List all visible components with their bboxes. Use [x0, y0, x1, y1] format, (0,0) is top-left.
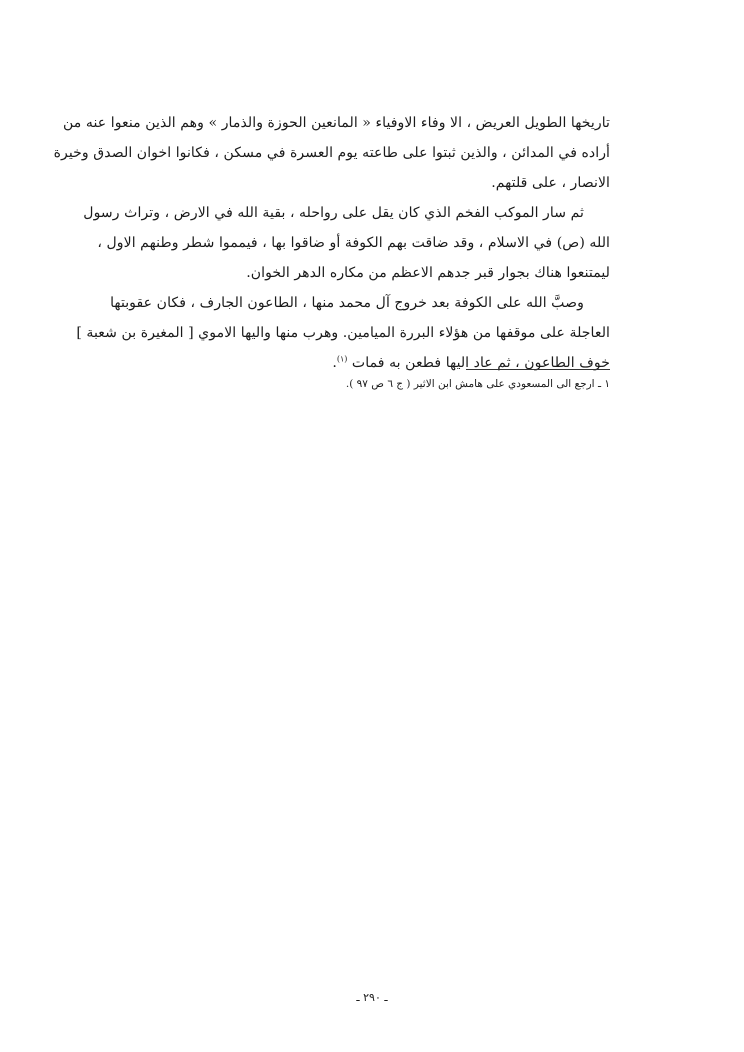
body-line-3: الانصار ، على قلتهم. — [491, 175, 610, 191]
footnote-reference[interactable]: (١) — [336, 354, 348, 364]
body-text — [53, 108, 610, 378]
footnote: ١ ـ ارجع الى المسعودي على هامش ابن الاثير ( ج ٦ ص ٩٧ ). — [345, 378, 610, 390]
body-line-4: ثم سار الموكب الفخم الذي كان يقل على رواحله ، بقية الله في الارض ، وتراث رسول — [83, 205, 584, 221]
body-line-7: وصبَّ الله على الكوفة بعد خروج آل محمد منها ، الطاعون الجارف ، فكان عقوبتها — [110, 295, 584, 311]
body-line-6: ليمتنعوا هناك بجوار قبر جدهم الاعظم من مكاره الدهر الخوان. — [246, 265, 610, 281]
body-line-1: تاريخها الطويل العريض ، الا وفاء الاوفياء « المانعين الحوزة والذمار » وهم الذين منعوا عنه من — [62, 115, 610, 131]
page-number: ـ ٢٩٠ ـ — [356, 991, 388, 1004]
body-line-5: الله (ص) في الاسلام ، وقد ضاقت بهم الكوفة أو ضاقوا بها ، فيمموا شطر وطنهم الاول ، — [97, 235, 610, 251]
footnote-divider — [466, 369, 610, 370]
body-line-2: أراده في المدائن ، والذين ثبتوا على طاعته يوم العسرة في مسكن ، فكانوا اخوان الصدق وخيرة — [53, 145, 610, 161]
body-line-8: العاجلة على موقفها من هؤلاء البررة الميامين. وهرب منها واليها الاموي [ المغيرة بن شعبة ] — [76, 325, 610, 341]
body-line-9-text: خوف الطاعون ، ثم عاد اليها فطعن به فمات — [351, 355, 610, 371]
final-period: . — [332, 355, 337, 371]
